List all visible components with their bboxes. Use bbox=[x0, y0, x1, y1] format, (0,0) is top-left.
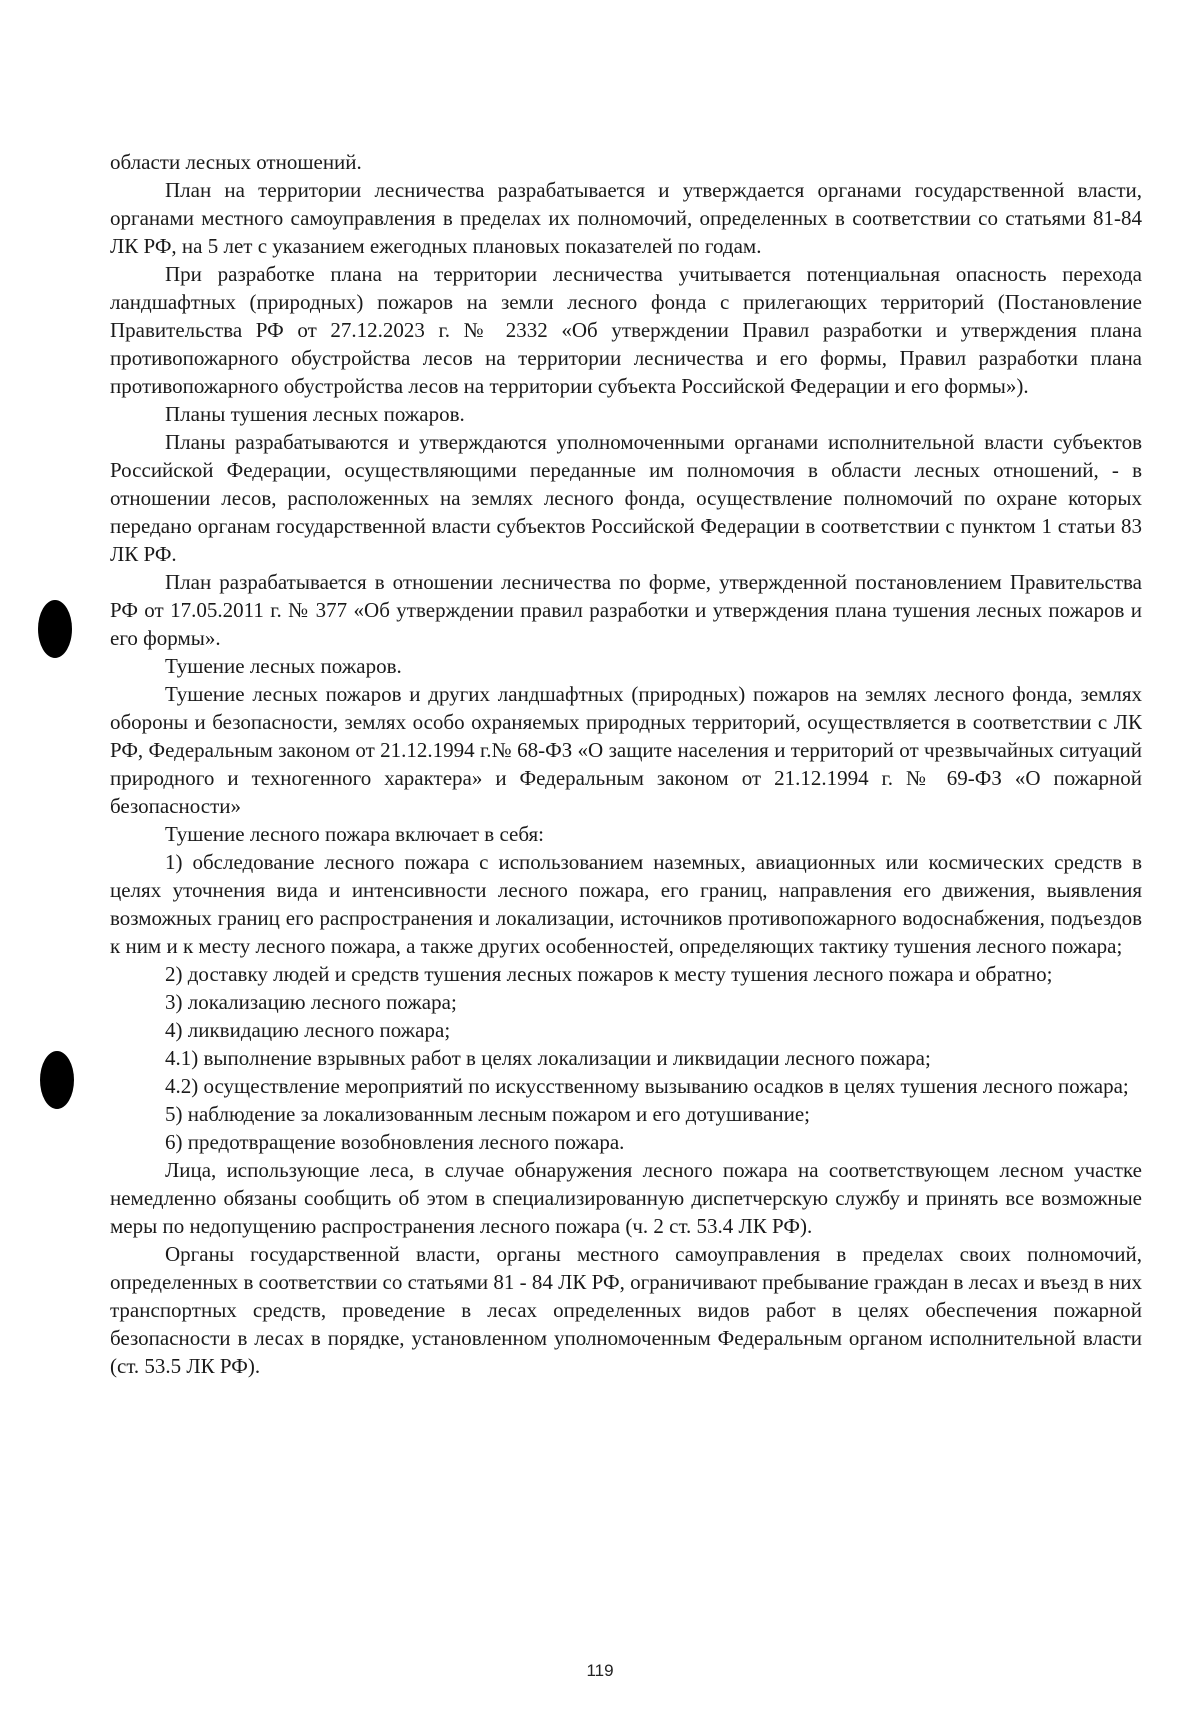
list-item: 2) доставку людей и средств тушения лесных пожаров к месту тушения лесного пожара и обратно; bbox=[165, 962, 1053, 986]
paragraph: Органы государственной власти, органы местного самоуправления в пределах своих полномочий, определенных в соответствии со статьями 81 - 84 ЛК РФ, ограничивают пребывание граждан в лесах и въезд в них транспортных средств, проведение в лесах определенных видов работ в целях обеспечения пожарной безопасности в лесах в порядке, установленном уполномоченным Федеральным органом исполнительной власти (ст. 53.5 ЛК РФ). bbox=[110, 1242, 1142, 1378]
paragraph: Планы разрабатываются и утверждаются уполномоченными органами исполнительной власти субъектов Российской Федерации, осуществляющими переданные им полномочия в области лесных отношений, - в отношении лесов, расположенных на землях лесного фонда, осуществление полномочий по охране которых передано органам государственной власти субъектов Российской Федерации в соответствии с пунктом 1 статьи 83 ЛК РФ. bbox=[110, 430, 1142, 566]
paragraph: области лесных отношений. bbox=[110, 150, 362, 174]
punch-hole bbox=[40, 1051, 74, 1109]
list-item: 3) локализацию лесного пожара; bbox=[165, 990, 457, 1014]
section-heading: Тушение лесных пожаров. bbox=[165, 654, 402, 678]
paragraph: Тушение лесных пожаров и других ландшафтных (природных) пожаров на землях лесного фонда, землях обороны и безопасности, землях особо охраняемых природных территорий, осуществляется в соответствии с ЛК РФ, Федеральным законом от 21.12.1994 г.№ 68-ФЗ «О защите населения и территорий от чрезвычайных ситуаций природного и техногенного характера» и Федеральным законом от 21.12.1994 г. № 69-ФЗ «О пожарной безопасности» bbox=[110, 682, 1142, 818]
paragraph: При разработке плана на территории лесничества учитывается потенциальная опасность перехода ландшафтных (природных) пожаров на земли лесного фонда с прилегающих территорий (Постановление Правительства РФ от 27.12.2023 г. № 2332 «Об утверждении Правил разработки и утверждения плана противопожарного обустройства лесов на территории лесничества и его формы, Правил разработки плана противопожарного обустройства лесов на территории субъекта Российской Федерации и его формы»). bbox=[110, 262, 1142, 398]
list-item: 5) наблюдение за локализованным лесным пожаром и его дотушивание; bbox=[165, 1102, 811, 1126]
list-item: 4.1) выполнение взрывных работ в целях локализации и ликвидации лесного пожара; bbox=[165, 1046, 931, 1070]
paragraph: Лица, использующие леса, в случае обнаружения лесного пожара на соответствующем лесном участке немедленно обязаны сообщить об этом в специализированную диспетчерскую службу и принять все возможные меры по недопущению распространения лесного пожара (ч. 2 ст. 53.4 ЛК РФ). bbox=[110, 1158, 1142, 1238]
document-body bbox=[110, 148, 1142, 1380]
section-heading: Планы тушения лесных пожаров. bbox=[165, 402, 465, 426]
paragraph: Тушение лесного пожара включает в себя: bbox=[165, 822, 544, 846]
list-item: 4) ликвидацию лесного пожара; bbox=[165, 1018, 451, 1042]
list-item: 6) предотвращение возобновления лесного пожара. bbox=[165, 1130, 625, 1154]
page-number: 119 bbox=[586, 1661, 614, 1680]
paragraph: План разрабатывается в отношении лесничества по форме, утвержденной постановлением Правительства РФ от 17.05.2011 г. № 377 «Об утверждении правил разработки и утверждения плана тушения лесных пожаров и его формы». bbox=[110, 570, 1142, 650]
punch-hole bbox=[38, 600, 72, 658]
paragraph: План на территории лесничества разрабатывается и утверждается органами государственной власти, органами местного самоуправления в пределах их полномочий, определенных в соответствии со статьями 81-84 ЛК РФ, на 5 лет с указанием ежегодных плановых показателей по годам. bbox=[110, 178, 1142, 258]
list-item: 4.2) осуществление мероприятий по искусственному вызыванию осадков в целях тушения лесного пожара; bbox=[165, 1074, 1129, 1098]
list-item: 1) обследование лесного пожара с использованием наземных, авиационных или космических средств в целях уточнения вида и интенсивности лесного пожара, его границ, направления его движения, выявления возможных границ его распространения и локализации, источников противопожарного водоснабжения, подъездов к ним и к месту лесного пожара, а также других особенностей, определяющих тактику тушения лесного пожара; bbox=[110, 850, 1142, 958]
